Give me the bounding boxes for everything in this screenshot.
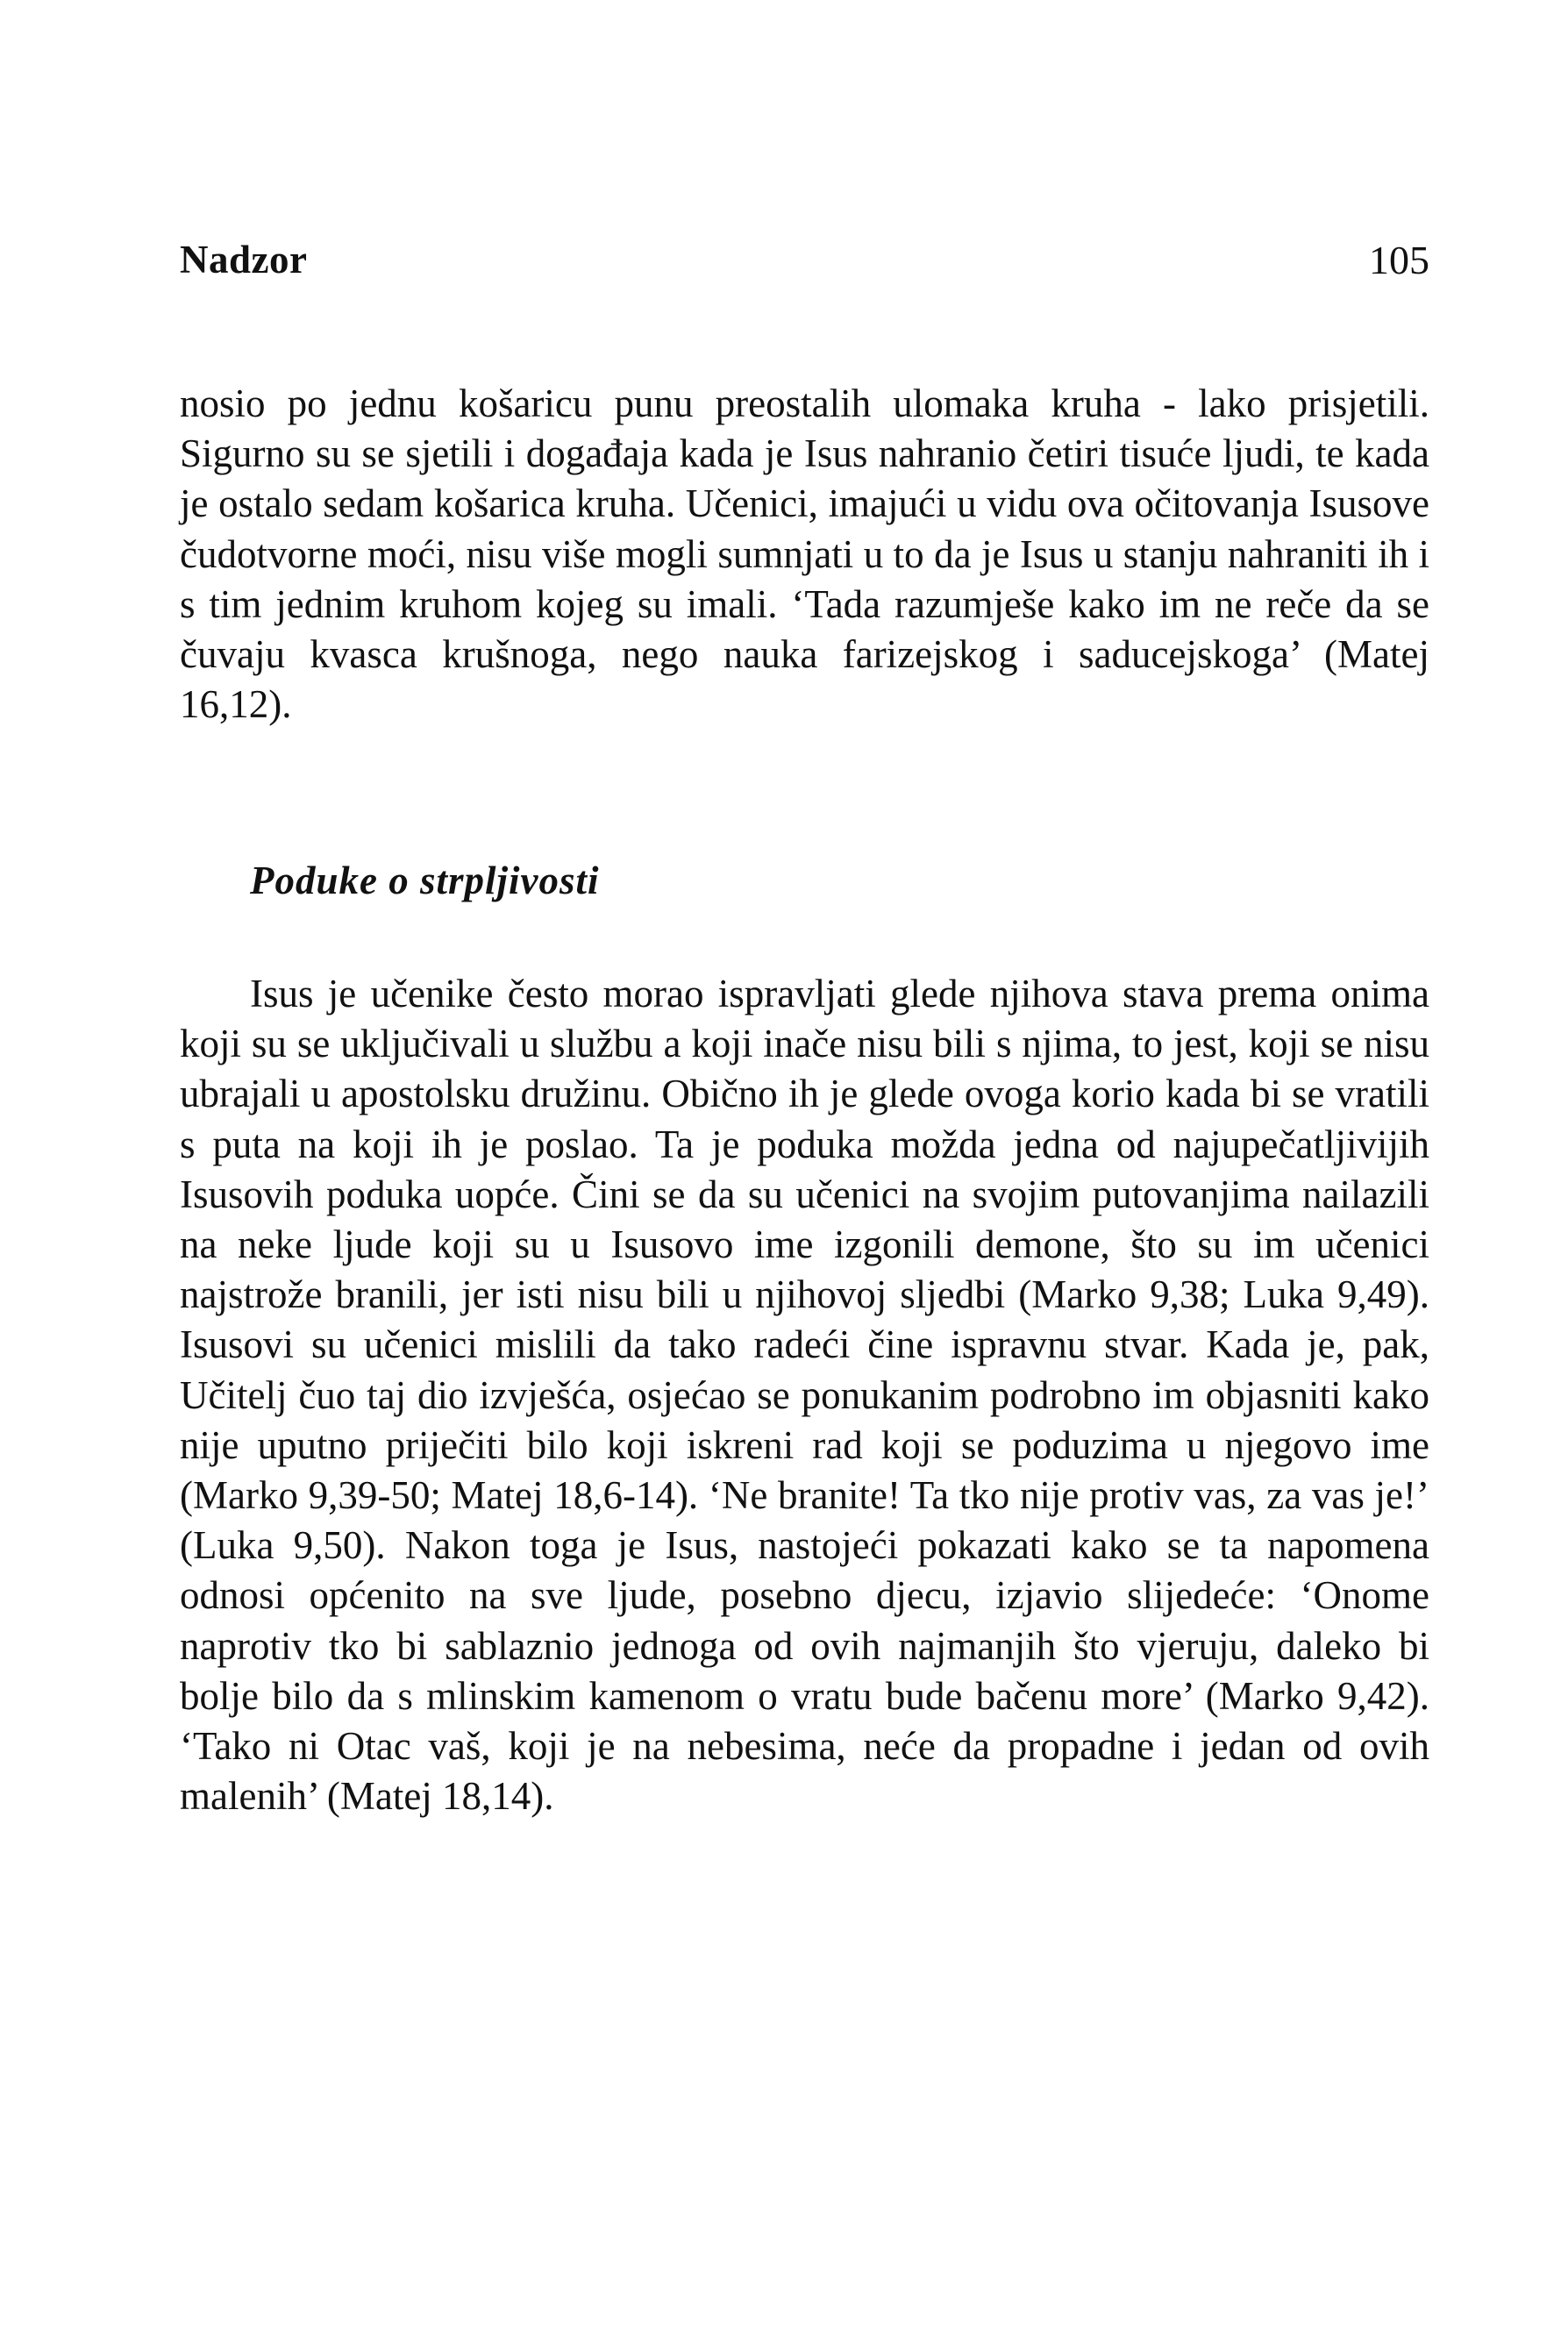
- page-number: 105: [1369, 238, 1429, 282]
- paragraph-continuation: nosio po jednu košaricu punu preostalih ulomaka kruha - lako prisjetili. Sigurno su se sjetili i događaja kada je Isus nahranio četiri tisuće ljudi, te kada je ostalo sedam košarica kruha. Učenici, imajući u vidu ova očitovanja Isusove čudotvorne moći, nisu više mogli sumnjati u to da je Isus u stanju nahraniti ih i s tim jednim kruhom kojeg su imali. ‘Tada razumješe kako im ne reče da se čuvaju kvasca krušnoga, nego nauka farizejskog i saducejskoga’ (Matej 16,12).: [180, 381, 1429, 727]
- running-head-title: Nadzor: [180, 238, 308, 281]
- running-head: [180, 237, 1429, 289]
- paragraph-body: Isus je učenike često morao ispravljati glede njihova stava prema onima koji su se uključivali u službu a koji inače nisu bili s njima, to jest, koji se nisu ubrajali u apostolsku družinu. Obično ih je glede ovoga korio kada bi se vratili s puta na koji ih je poslao. Ta je poduka možda jedna od najupečatljivijih Isusovih poduka uopće. Čini se da su učenici na svojim putovanjima nailazili na neke ljude koji su u Isusovo ime izgonili demone, što su im učenici najstrože branili, jer isti nisu bili u njihovoj sljedbi (Marko 9,38; Luka 9,49). Isusovi su učenici mislili da tako radeći čine ispravnu stvar. Kada je, pak, Učitelj čuo taj dio izvješća, osjećao se ponukanim podrobno im objasniti kako nije uputno priječiti bilo koji iskreni rad koji se poduzima u njegovo ime (Marko 9,39-50; Matej 18,6-14). ‘Ne branite! Ta tko nije protiv vas, za vas je!’ (Luka 9,50). Nakon toga je Isus, nastojeći pokazati kako se ta napomena odnosi općenito na sve ljude, posebno djecu, izjavio slijedeće: ‘Onome naprotiv tko bi sablaznio jednoga od ovih najmanjih što vjeruju, daleko bi bolje bilo da s mlinskim kamenom o vratu bude bačenu more’ (Marko 9,42). ‘Tako ni Otac vaš, koji je na nebesima, neće da propadne i jedan od ovih malenih’ (Matej 18,14).: [180, 972, 1429, 1819]
- section-heading: Poduke o strpljivosti: [250, 859, 600, 902]
